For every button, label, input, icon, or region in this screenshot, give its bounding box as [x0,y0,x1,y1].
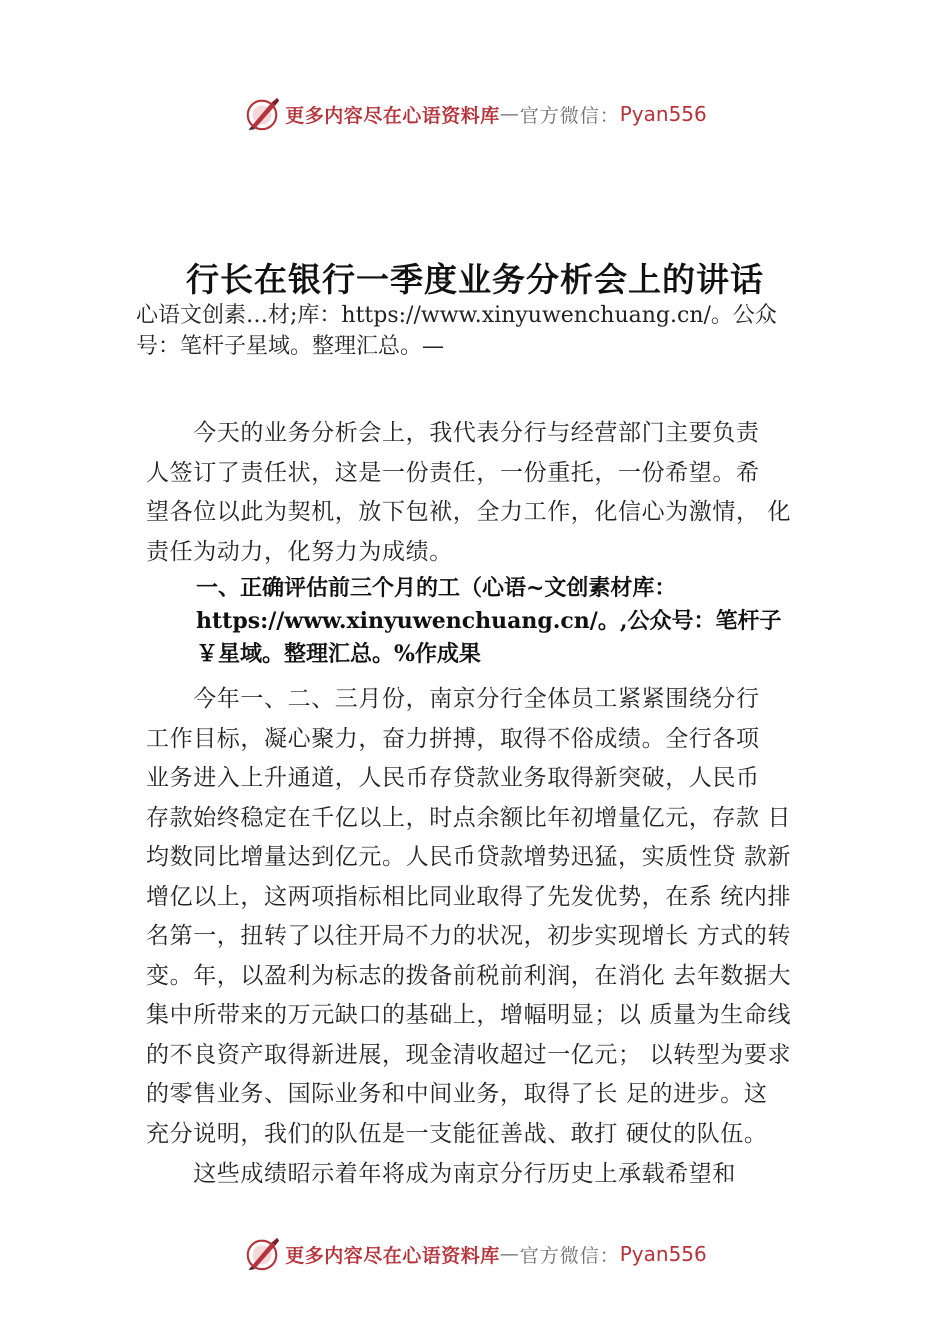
banner-main-text: 更多内容尽在心语资料库 [285,1244,500,1267]
paragraph-achievements: 今年一、二、三月份，南京分行全体员工紧紧围绕分行 工作目标，凝心聚力，奋力拼搏，取得不俗成绩。全行各项 业务进入上升通道，人民币存贷款业务取得新突破，人民币 存款始终稳定在千亿以上，时点余额比年初增量亿元，存款 日 均数同比增量达到亿元。人民币贷款增势迅猛，实质性贷 款新 增亿以上，这两项指标相比同业取得了先发优势，在系 统内排 名第一，扭转了以往开局不力的状况，初步实现增长 方式的转 变。年，以盈利为标志的拨备前税前利润，在消化 去年数据大 集中所带来的万元缺口的基础上，增幅明显；以 质量为生命线 的不良资产取得新进展，现金清收超过一亿元； 以转型为要求 的零售业务、国际业务和中间业务，取得了长 足的进步。这 充分说明，我们的队伍是一支能征善战、敢打 硬仗的队伍。 [146,686,792,1147]
footer-banner [0,1234,950,1274]
header-banner [0,94,950,134]
banner-sub-text: 官方微信： [519,1244,620,1267]
section-heading: 一、正确评估前三个月的工（心语~文创素材库： https://www.xinyuwenchuang.cn/。,公众号：笔杆子 ￥星域。整理汇总。%作成果 [196,575,782,667]
banner-wechat-id: Pyan556 [619,1242,707,1266]
banner-main-text: 更多内容尽在心语资料库 [285,104,500,127]
banner-wechat-id: Pyan556 [619,102,707,126]
source-note: 心语文创素…材;库：https://www.xinyuwenchuang.cn/。公众 号：笔杆子星域。整理汇总。— [136,303,777,359]
document-title: 行长在银行一季度业务分析会上的讲话 [186,260,764,299]
banner-sub-text: 官方微信： [519,104,620,127]
banner-dash: — [499,1243,520,1265]
brush-pen-logo-icon [243,95,281,133]
paragraph-intro: 今天的业务分析会上，我代表分行与经营部门主要负责 人签订了责任状，这是一份责任，一份重托，一份希望。希 望各位以此为契机，放下包袱，全力工作，化信心为激情， 化 责任为动力，化努力为成绩。 [146,420,792,565]
banner-dash: — [499,103,520,125]
paragraph-continuation: 这些成绩昭示着年将成为南京分行历史上承载希望和 [146,1161,736,1187]
brush-pen-logo-icon [243,1235,281,1273]
